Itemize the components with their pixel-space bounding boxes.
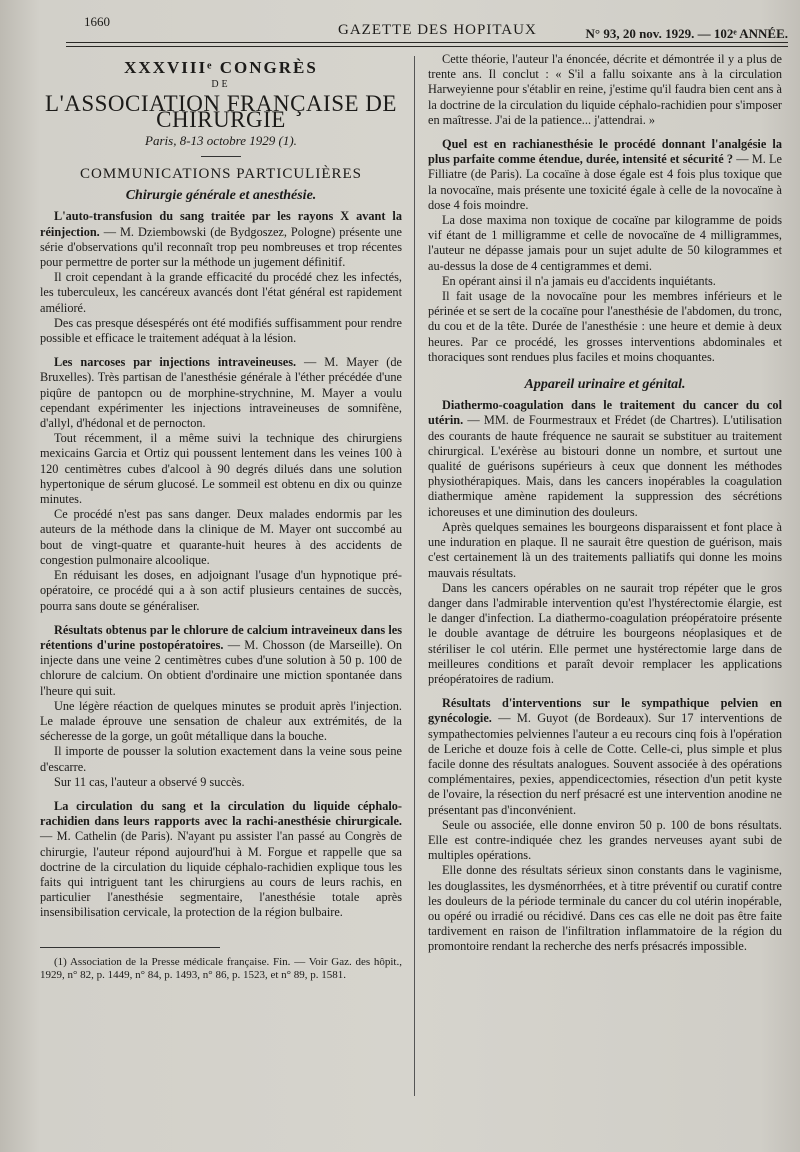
article-diathermo (428, 398, 782, 520)
issue-info: N° 93, 20 nov. 1929. — 102ᵉ ANNÉE. (585, 26, 788, 41)
paragraph: Ce procédé n'est pas sans danger. Deux malades endormis par les auteurs de la méthode dans la clinique de M. Mayer ont succombé au bout de vingt-quatre et quarante-huit heures à des accidents de congestion pulmonaire alcoolique. (40, 507, 402, 567)
left-column (40, 52, 402, 982)
communications-heading: COMMUNICATIONS PARTICULIÈRES (80, 166, 362, 183)
article-text: — M. Guyot (de Bordeaux). Sur 17 interventions de sympathectomies pelviennes l'auteur a eu recours cinq fois à l'opération de Leriche et douze fois à celle de Cotte. Celle-ci, plus simple et plus facile donne des résultats analogues. Souvent associée à des opérations complémentaires, pexies, appendicectomies, résection d'un petit kyste de l'ovaire, la résection du nerf présacré est une intervention anodine ne présentant pas d'inconvénient. (428, 711, 782, 817)
article-title: L'auto-transfusion du sang traitée par les rayons X avant la réinjection. (40, 209, 402, 239)
association-title: L'ASSOCIATION FRANÇAISE DE CHIRURGIE (45, 91, 397, 132)
paragraph: Après quelques semaines les bourgeons disparaissent et font place à une induration en plaque. Il ne saurait être question de guérison, mais c'est certainement là un des traitements palliatifs qui donne les moins mauvais résultats. (428, 519, 782, 580)
paragraph: En réduisant les doses, en adjoignant l'usage d'un hypnotique pré-opératoire, ce procédé qui a à son actif plusieurs centaines de succès, pourra sans doute se généraliser. (40, 568, 402, 613)
paragraph: Il croit cependant à la grande efficacité du procédé chez les infectés, les tuberculeux, les cancéreux avancés dont l'état général est rapidement amélioré. (40, 270, 402, 315)
paragraph: En opérant ainsi il n'a jamais eu d'accidents inquiétants. (442, 273, 716, 288)
article-text: — M. Mayer (de Bruxelles). Très partisan de l'anesthésie générale à l'éther précédée d'une piqûre de pantopcn ou de morphine-strychnine, M. Mayer a voulu cependant expérimenter les injections intraveineuses de somnifène, d'allyl, d'hédonal et de pernocton. (40, 355, 402, 431)
article-autotransfusion (40, 209, 402, 270)
paragraph: Des cas presque désespérés ont été modifiés suffisamment pour rendre possible et efficace le traitement adéquat à la lésion. (40, 315, 402, 346)
paragraph: Il importe de pousser la solution exactement dans la veine sous peine d'escarre. (40, 744, 402, 774)
article-text: — M. Dziembowski (de Bydgoszez, Pologne) présente une série d'observations qu'il reconnaît trop peu nombreuses et trop récentes pour permettre de porter sur la méthode un jugement définitif. (40, 224, 402, 270)
journal-title: GAZETTE DES HOPITAUX (338, 22, 537, 38)
article-circulation (40, 799, 402, 921)
article-title: Les narcoses par injections intraveineuses. (54, 355, 297, 370)
article-text: — M. Le Filliatre (de Paris). La cocaïne à dose égale est 4 fois plus toxique que la novocaïne, mais présente une toxicité égale à celle de la novocaïne à dose 4 fois moindre. (428, 152, 782, 212)
congress-title: XXXVIIIᵉ CONGRÈS (124, 58, 318, 77)
article-text: — M. Chosson (de Marseille). On injecte dans une veine 2 centimètres cubes d'une solution à 50 p. 100 de chlorure de calcium. On obtient d'ordinaire une miction spontanée dans l'heure qui suit. (40, 637, 402, 698)
article-text: — MM. de Fourmestraux et Frédet (de Chartres). L'utilisation des courants de haute fréquence ne saurait se substituer au traitement chirurgical. L'exérèse au bistouri donne un nombre, et surtout une qualité de guérisons supérieurs à ceux que donnent les méthodes physiothérapiques. Mais, dans les cancers inopérables la coagulation diathermique amène rapidement la suppression des sécrétions ichoreuses et une diminution des douleurs. (428, 413, 782, 519)
section-urinary-heading: Appareil urinaire et génital. (524, 377, 686, 393)
section-general-heading: Chirurgie générale et anesthésie. (125, 188, 317, 204)
paragraph: La dose maxima non toxique de cocaïne par kilogramme de poids vif étant de 1 milligramme et celle de novocaïne de 4 milligrammes, l'auteur ne dépasse jamais pour un sujet adulte de 50 kilogrammes et au-dessus la dose de 4 centigrammes et demi. (428, 213, 782, 273)
article-chlorure (40, 623, 402, 699)
paragraph: Seule ou associée, elle donne environ 50 p. 100 de bons résultats. Elle est contre-indiquée chez les grandes nerveuses ayant subi de multiples opérations. (428, 817, 782, 863)
article-title: Quel est en rachianesthésie le procédé donnant l'analgésie la plus parfaite comme étendue, durée, intensité et sécurité ? (428, 137, 782, 167)
right-column (428, 52, 782, 955)
footnote-rule (40, 947, 220, 948)
article-narcoses (40, 355, 402, 431)
page-number: 1660 (84, 14, 110, 29)
article-title: La circulation du sang et la circulation du liquide céphalo-rachidien dans leurs rapports avec la rachi-anesthésie chirurgicale. (40, 798, 402, 829)
paragraph: Une légère réaction de quelques minutes se produit après l'injection. Le malade éprouve une sensation de chaleur aux extrémités, de la sécheresse de la gorge, un goût métallique dans la bouche. (40, 698, 402, 744)
footnote: (1) Association de la Presse médicale française. Fin. — Voir Gaz. des hôpit., 1929, n° 82, p. 1449, n° 84, p. 1493, n° 86, p. 1523, et n° 89, p. 1581. (40, 955, 402, 981)
article-title: Résultats d'interventions sur le sympathique pelvien en gynécologie. (428, 696, 782, 726)
article-title: Diathermo-coagulation dans le traitement du cancer du col utérin. (428, 398, 782, 428)
article-rachianesthesie (428, 137, 782, 213)
column-divider (414, 56, 415, 1096)
title-rule (201, 156, 241, 157)
paragraph: Tout récemment, il a même suivi la technique des chirurgiens mexicains Garcia et Ortiz qui poussent lentement dans les veines 100 à 120 centimètres cubes d'alcool à 90 degrés dilués dans une solution hypertonique de sérum glucosé. Le sommeil est obtenu en dix ou quinze minutes. (40, 431, 402, 507)
paragraph: Elle donne des résultats sérieux sinon constants dans le vaginisme, les douglassites, les dysménorrhées, et à titre préventif ou curatif contre les douleurs de la période terminale du cancer du col utérin inopérable, ou opéré ou irradié ou récidivé. Dans ces cas elle ne doit pas être faite tardivement en raison de l'infiltration inflammatoire de la région du promontoire rendant la recherche des nerfs présacrés impossible. (428, 863, 782, 954)
article-title: Résultats obtenus par le chlorure de calcium intraveineux dans les rétentions d'urine postopératoires. (40, 622, 402, 652)
paragraph: Il fait usage de la novocaïne pour les membres inférieurs et le périnée et se sert de la cocaïne pour l'anesthésie de l'abdomen, du tronc, du cou et de la tête. Durée de l'anesthésie : une heure et demie à deux heures. Par ce procédé, les grosses interventions abdominales et thoraciques sont rendues plus faciles et moins choquantes. (428, 289, 782, 364)
page-header (66, 12, 788, 43)
congress-de: DE (211, 79, 231, 91)
article-sympathique (428, 696, 782, 818)
article-text: — M. Cathelin (de Paris). N'ayant pu assister l'an passé au Congrès de chirurgie, l'auteur répond aujourd'hui à M. Forgue et rappelle que sa doctrine de la circulation du liquide céphalo-rachidien explique tous les faits qui intriguent tant les chirurgiens au cours de leurs rachis, en particulier l'anesthésie segmentaire, l'anesthésie totale après insensibilisation cervicale, la protection de la région bulbaire. (40, 829, 402, 920)
congress-place: Paris, 8-13 octobre 1929 (1). (145, 132, 297, 148)
header-rule (66, 46, 788, 47)
paragraph: Cette théorie, l'auteur l'a énoncée, décrite et démontrée il y a plus de trente ans. Il conclut : « S'il a fallu soixante ans à la circulation Harweyienne pour s'établir en reine, j'estime qu'il faudra bien cent ans à la doctrine de la circulation du liquide céphalo-rachidien pour s'imposer en maîtresse. J'ai de la patience... j'attendrai. » (428, 52, 782, 127)
paragraph: Sur 11 cas, l'auteur a observé 9 succès. (54, 774, 245, 789)
paragraph: Dans les cancers opérables on ne saurait trop répéter que le gros danger dans l'admirable intervention qu'est l'hystérectomie élargie, est le danger d'infection. La diathermo-coagulation préopératoire présente le double avantage de détruire les bourgeons néoplasiques et de stériliser le col utérin. Elle permet une hystérectomie large dans de meilleures conditions et paraît devoir remplacer les applications préopératoires de radium. (428, 580, 782, 686)
